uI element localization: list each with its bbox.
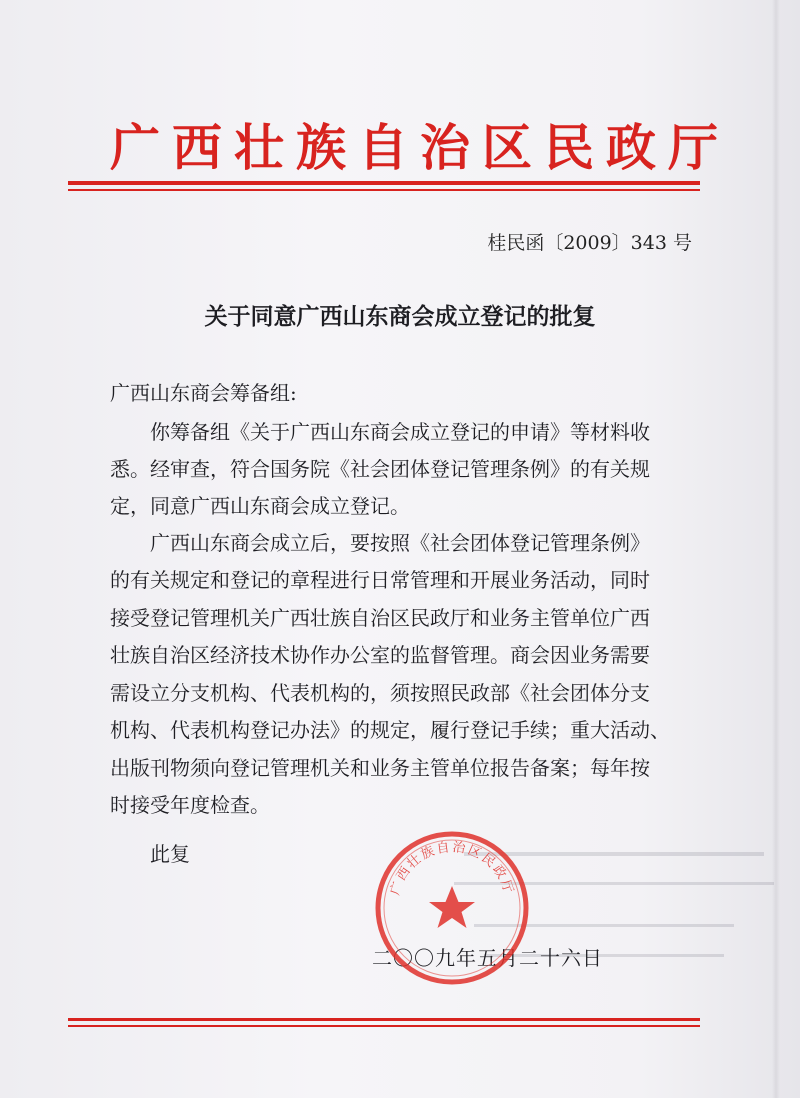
body-line: 需设立分支机构、代表机构的，须按照民政部《社会团体分支 [110,681,650,705]
official-seal [372,828,532,988]
issue-date: 二〇〇九年五月二十六日 [372,946,603,970]
body-line: 壮族自治区经济技术协作办公室的监督管理。商会因业务需要 [110,643,650,667]
body-line: 接受登记管理机关广西壮族自治区民政厅和业务主管单位广西 [110,606,650,630]
salutation: 广西山东商会筹备组: [110,381,297,405]
issuing-authority-header: 广西壮族自治区民政厅 [110,118,730,177]
body-line: 悉。经审查，符合国务院《社会团体登记管理条例》的有关规 [110,457,650,481]
body-line: 出版刊物须向登记管理机关和业务主管单位报告备案；每年按 [110,756,650,780]
body-line: 定，同意广西山东商会成立登记。 [110,494,410,518]
footer-red-rule-thin [68,1025,700,1027]
header-red-rule-thin [68,189,700,191]
closing-phrase: 此复 [150,842,190,866]
body-line: 的有关规定和登记的章程进行日常管理和开展业务活动，同时 [110,568,650,592]
body-line: 时接受年度检查。 [110,793,270,817]
red-star-icon [429,886,475,928]
document-title: 关于同意广西山东商会成立登记的批复 [204,303,596,330]
body-line: 广西山东商会成立后，要按照《社会团体登记管理条例》 [110,531,650,555]
footer-red-rule [68,1018,700,1021]
body-line: 机构、代表机构登记办法》的规定，履行登记手续；重大活动、 [110,718,670,742]
document-number: 桂民函〔2009〕343 号 [487,232,692,254]
seal-text: 广西壮族自治区民政厅 [387,840,517,898]
header-red-rule [68,181,700,185]
body-line: 你筹备组《关于广西山东商会成立登记的申请》等材料收 [110,420,650,444]
